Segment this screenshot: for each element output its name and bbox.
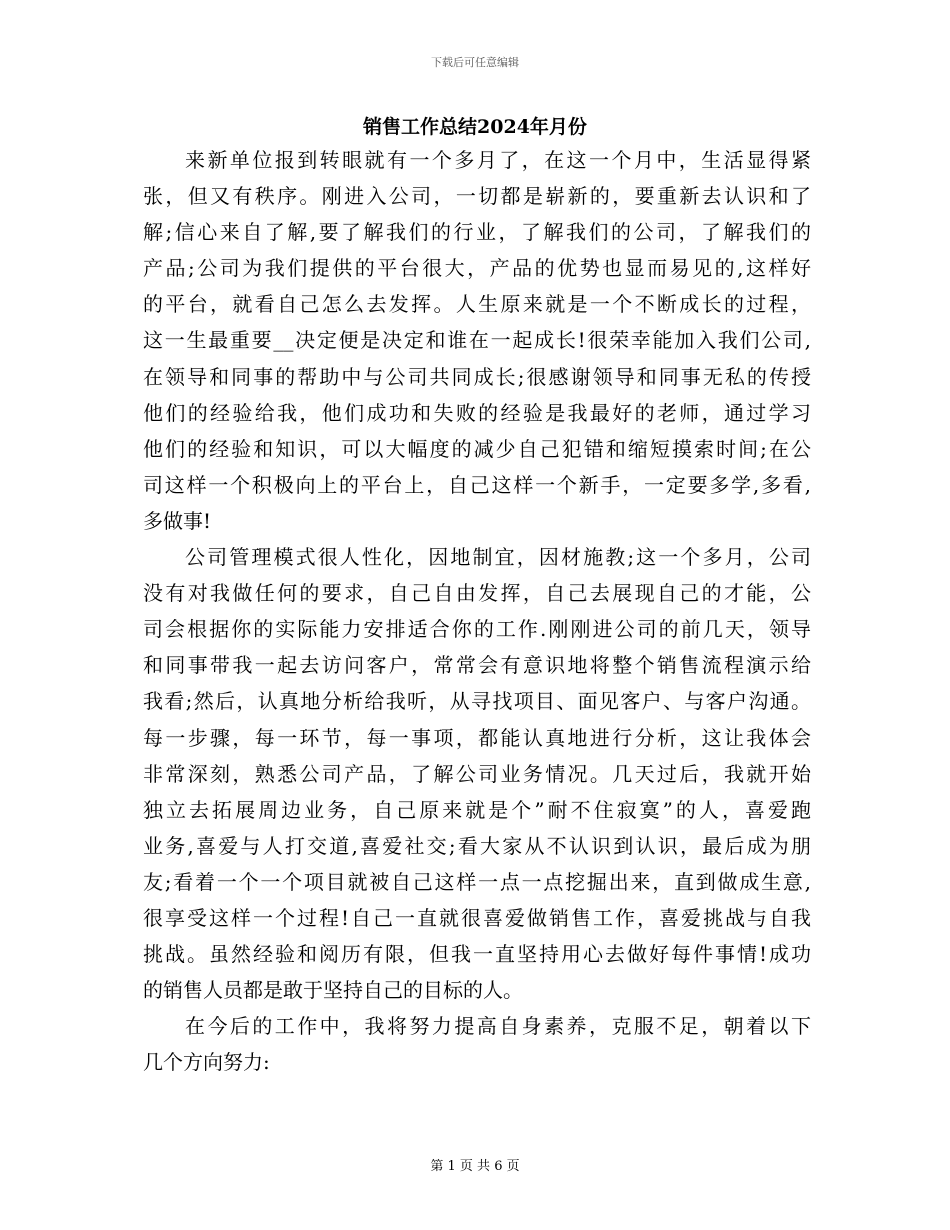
paragraph-line: 在领导和同事的帮助中与公司共同成长;很感谢领导和同事无私的传授 [143,364,811,389]
paragraph-line: 我看;然后，认真地分析给我听，从寻找项目、面见客户、与客户沟通。 [143,689,811,714]
paragraph-line: 他们的经验给我，他们成功和失败的经验是我最好的老师，通过学习 [143,400,811,425]
document-title: 销售工作总结2024年月份 [363,116,587,138]
paragraph-line: 司会根据你的实际能力安排适合你的工作.刚刚进公司的前几天，领导 [143,617,811,642]
paragraph-line: 业务,喜爱与人打交道,喜爱社交;看大家从不认识到认识，最后成为朋 [143,833,811,858]
paragraph-3 [143,1008,811,1080]
paragraph-line: 张，但又有秩序。刚进入公司，一切都是崭新的，要重新去认识和了 [143,184,811,209]
paragraph-line: 和同事带我一起去访问客户，常常会有意识地将整个销售流程演示给 [143,653,811,678]
paragraph-line: 的销售人员都是敢于坚持自己的目标的人。 [143,978,523,1003]
paragraph-line: 来新单位报到转眼就有一个多月了，在这一个月中，生活显得紧 [185,148,811,172]
paragraph-line: 这一生最重要__决定便是决定和谁在一起成长!很荣幸能加入我们公司, [143,328,811,353]
page-header-note: 下载后可任意编辑 [431,56,519,69]
paragraph-line: 司这样一个积极向上的平台上，自己这样一个新手，一定要多学,多看, [143,472,811,497]
paragraph-line: 解;信心来自了解,要了解我们的行业，了解我们的公司，了解我们的 [143,220,811,245]
paragraph-line: 挑战。虽然经验和阅历有限，但我一直坚持用心去做好每件事情!成功 [143,942,811,967]
paragraph-line: 多做事! [143,508,212,533]
paragraph-1 [143,142,811,539]
paragraph-line: 公司管理模式很人性化，因地制宜，因材施教;这一个多月，公司 [185,545,811,570]
paragraph-line: 几个方向努力: [143,1050,270,1075]
paragraph-line: 在今后的工作中，我将努力提高自身素养，克服不足，朝着以下 [185,1014,811,1039]
paragraph-line: 没有对我做任何的要求，自己自由发挥，自己去展现自己的才能，公 [143,581,811,606]
paragraph-line: 每一步骤，每一环节，每一事项，都能认真地进行分析，这让我体会 [143,725,811,750]
paragraph-line: 友;看着一个一个项目就被自己这样一点一点挖掘出来，直到做成生意, [143,869,811,894]
paragraph-2 [143,539,811,1008]
page-number: 第 1 页 共 6 页 [430,1159,520,1174]
paragraph-line: 独立去拓展周边业务，自己原来就是个”耐不住寂寞”的人，喜爱跑 [143,797,811,822]
paragraph-line: 非常深刻，熟悉公司产品，了解公司业务情况。几天过后，我就开始 [143,761,811,786]
document-body [143,142,811,1080]
paragraph-line: 他们的经验和知识，可以大幅度的减少自己犯错和缩短摸索时间;在公 [143,436,811,461]
paragraph-line: 很享受这样一个过程!自己一直就很喜爱做销售工作，喜爱挑战与自我 [143,905,811,930]
paragraph-line: 的平台，就看自己怎么去发挥。人生原来就是一个不断成长的过程， [143,292,811,317]
paragraph-line: 产品;公司为我们提供的平台很大，产品的优势也显而易见的,这样好 [143,256,811,281]
